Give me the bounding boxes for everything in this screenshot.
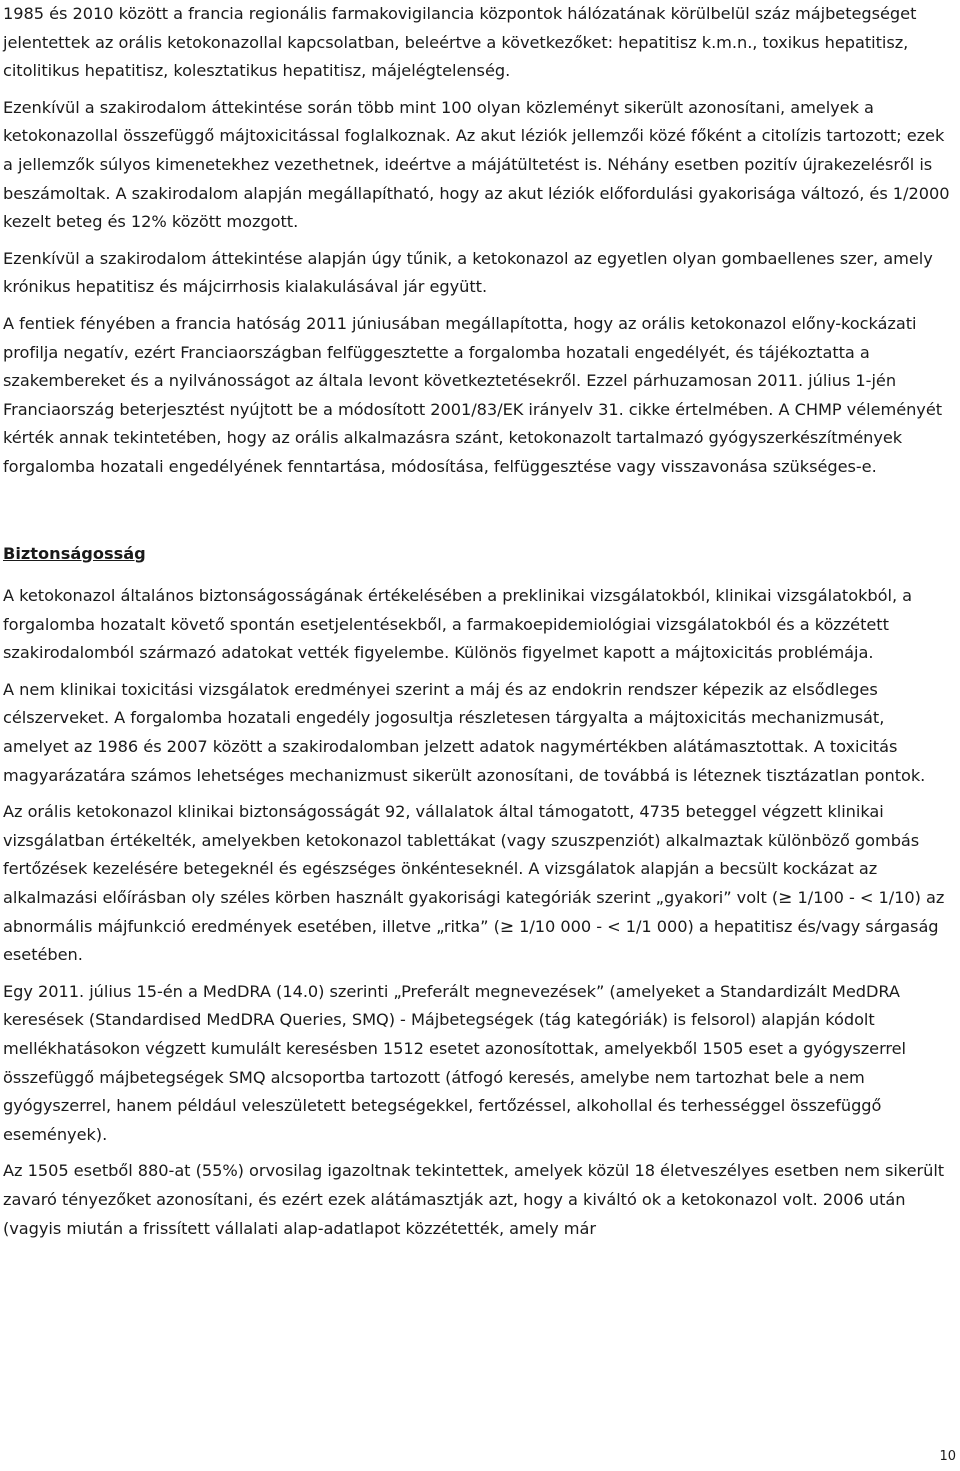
safety-paragraph-3-part-3: 1/10 000 - < 1/1 000) a hepatitisz és/vagy sárgaság esetében. bbox=[3, 916, 939, 965]
document-page bbox=[3, 0, 955, 1243]
intro-paragraph-2: Ezenkívül a szakirodalom áttekintése során több mint 100 olyan közleményt sikerült azonosítani, amelyek a ketokonazollal összefüggő májtoxicitással foglalkoznak. Az akut léziók jellemzői közé főként a citolízis tartozott; ezek a jellemzők súlyos kimenetekhez vezethetnek, ideértve a májátültetést is. Néhány esetben pozitív újrakezelésről is beszámoltak. A szakirodalom alapján megállapítható, hogy az akut léziók előfordulási gyakorisága változó, és 1/2000 kezelt beteg és 12% között mozgott. bbox=[3, 97, 950, 232]
intro-paragraph-3: Ezenkívül a szakirodalom áttekintése alapján úgy tűnik, a ketokonazol az egyetlen olyan gombaellenes szer, amely krónikus hepatitisz és májcirrhosis kialakulásával jár együtt. bbox=[3, 248, 933, 297]
section-heading-safety: Biztonságosság bbox=[3, 543, 146, 563]
safety-paragraph-1: A ketokonazol általános biztonságosságának értékelésében a preklinikai vizsgálatokból, klinikai vizsgálatokból, a forgalomba hozatalt követő spontán esetjelentésekből, a farmakoepidemiológiai vizsgálatokból és a közzétett szakirodalomból származó adatokat vették figyelembe. Különös figyelmet kapott a májtoxicitás problémája. bbox=[3, 586, 912, 663]
safety-paragraph-3-part-1: Az orális ketokonazol klinikai biztonságosságát 92, vállalatok által támogatott, 4735 beteggel végzett klinikai vizsgálatban értékelték, amelyekben ketokonazol tablettákat (vagy szuszpenziót) alkalmaztak különböző gombás fertőzések kezelésére betegeknél és egészséges önkénteseknél. A vizsgálatok alapján a becsült kockázat az alkalmazási előírásban oly széles körben használt gyakorisági kategóriák szerint „gyakori” volt ( bbox=[3, 802, 920, 908]
page-number: 10 bbox=[939, 1449, 956, 1464]
safety-paragraph-2: A nem klinikai toxicitási vizsgálatok eredményei szerint a máj és az endokrin rendszer képezik az elsődleges célszerveket. A forgalomba hozatali engedély jogosultja részletesen tárgyalta a májtoxicitás mechanizmusát, amelyet az 1986 és 2007 között a szakirodalomban jelzett adatok nagymértékben alátámasztottak. A toxicitás magyarázatára számos lehetséges mechanizmust sikerült azonosítani, de továbbá is léteznek tisztázatlan pontok. bbox=[3, 679, 926, 785]
safety-paragraph-3-part-2: 1/100 - < 1/10) az abnormális májfunkció eredmények esetében, illetve „ritka” ( bbox=[3, 888, 945, 936]
intro-paragraph-4: A fentiek fényében a francia hatóság 2011 júniusában megállapította, hogy az orális ketokonazol előny-kockázati profilja negatív, ezért Franciaországban felfüggesztette a forgalomba hozatali engedélyét, és tájékoztatta a szakembereket és a nyilvánosságot az általa levont következtetésekről. Ezzel párhuzamosan 2011. július 1-jén Franciaország beterjesztést nyújtott be a módosított 2001/83/EK irányelv 31. cikke értelmében. A CHMP véleményét kérték annak tekintetében, hogy az orális alkalmazásra szánt, ketokonazolt tartalmazó gyógyszerkészítmények forgalomba hozatali engedélyének fenntartása, módosítása, felfüggesztése vagy visszavonása szükséges-e. bbox=[3, 313, 943, 476]
safety-paragraph-4: Egy 2011. július 15-én a MedDRA (14.0) szerinti „Preferált megnevezések” (amelyeket a Standardizált MedDRA keresések (Standardised MedDRA Queries, SMQ) - Májbetegségek (tág kategóriák) is felsorol) alapján kódolt mellékhatásokon végzett kumulált keresésben 1512 esetet azonosítottak, amelyekből 1505 eset a gyógyszerrel összefüggő májbetegségek SMQ alcsoportba tartozott (átfogó keresés, amelybe nem tartozhat bele a nem gyógyszerrel, hanem például veleszületett betegségekkel, fertőzéssel, alkohollal és terhességgel összefüggő események). bbox=[3, 981, 907, 1144]
intro-paragraph-1: 1985 és 2010 között a francia regionális farmakovigilancia központok hálózatának körülbelül száz májbetegséget jelentettek az orális ketokonazollal kapcsolatban, beleértve a következőket: hepatitisz k.m.n., toxikus hepatitisz, citolitikus hepatitisz, kolesztatikus hepatitisz, májelégtelenség. bbox=[3, 4, 917, 81]
greater-equal-symbol: ≥ bbox=[778, 888, 793, 909]
safety-paragraph-5: Az 1505 esetből 880-at (55%) orvosilag igazoltnak tekintettek, amelyek közül 18 életveszélyes esetben nem sikerült zavaró tényezőket azonosítani, és ezért ezek alátámasztják azt, hogy a kiváltó ok a ketokonazol volt. 2006 után (vagyis miután a frissített vállalati alap-adatlapot közzétették, amely már bbox=[3, 1161, 945, 1238]
greater-equal-symbol: ≥ bbox=[499, 916, 515, 937]
safety-paragraph-3 bbox=[3, 798, 955, 970]
